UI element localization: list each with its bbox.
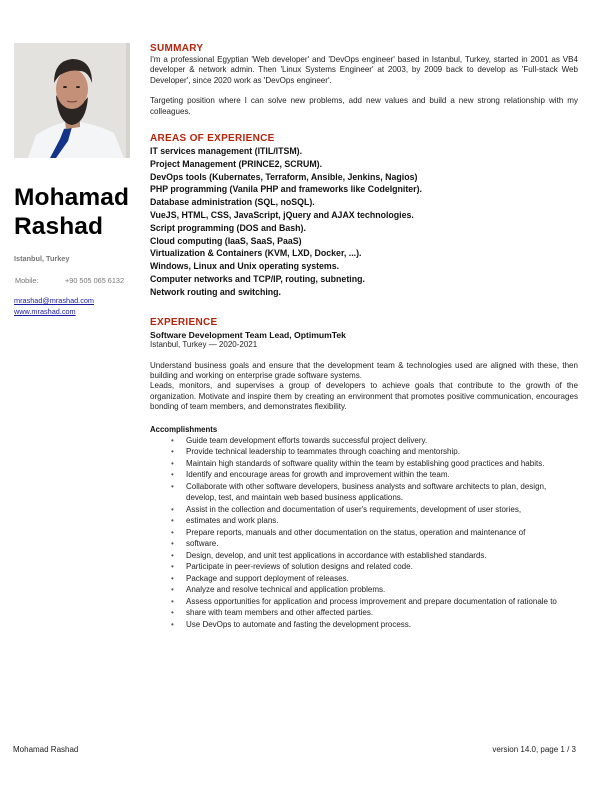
accomplishment-item: • share with team members and other affected parties. <box>150 607 578 619</box>
accomplishment-item: • Participate in peer-reviews of solution designs and related code. <box>150 561 578 573</box>
profile-photo <box>14 43 130 158</box>
contact-links <box>14 295 134 317</box>
accomplishment-item: • Guide team development efforts towards successful project delivery. <box>150 435 578 447</box>
summary-paragraph-2: Targeting position where I can solve new problems, add new values and build a new strong relationship with my colleagues. <box>150 96 578 116</box>
accomplishment-item: • Design, develop, and unit test applications in accordance with established standards. <box>150 550 578 562</box>
accomplishment-item: • Collaborate with other software developers, business analysts and software architects to plan, design, develop, test, and maintain web based business applications. <box>150 481 578 504</box>
job-description <box>150 361 578 413</box>
summary-heading: SUMMARY <box>150 43 204 54</box>
area-item: Network routing and switching. <box>150 286 281 297</box>
location: Istanbul, Turkey <box>14 254 70 263</box>
accomplishments-heading: Accomplishments <box>150 424 218 434</box>
job-entry <box>150 330 578 631</box>
mobile-label: Mobile: <box>15 276 39 285</box>
summary-paragraph-1: I'm a professional Egyptian 'Web developer' and 'DevOps engineer' based in Istanbul, Turkey, started in 2001 as VB4 developer & network admin. Then 'Linux Systems Engineer' at 2003, by 2009 back to develop as 'Full-stack Web Developer', since 2020 work as 'DevOps engineer'. <box>150 55 578 85</box>
accomplishment-item: • software. <box>150 538 578 550</box>
name-first: Mohamad <box>14 184 130 211</box>
area-item: Script programming (DOS and Bash). <box>150 222 306 233</box>
name-last: Rashad <box>14 213 104 240</box>
experience-section <box>150 317 578 631</box>
accomplishment-item: • Use DevOps to automate and fasting the development process. <box>150 619 578 631</box>
mobile-row <box>14 276 134 285</box>
page-footer <box>13 745 576 754</box>
accomplishment-item: • Maintain high standards of software quality within the team by establishing good practices and habits. <box>150 458 578 470</box>
candidate-name <box>14 183 134 241</box>
footer-page-info: version 14.0, page 1 / 3 <box>492 745 576 754</box>
accomplishment-item: • Analyze and resolve technical and application problems. <box>150 584 578 596</box>
area-item: Computer networks and TCP/IP, routing, subneting. <box>150 274 365 284</box>
job-title: Software Development Team Lead, OptimumTek <box>150 329 346 340</box>
area-item: VueJS, HTML, CSS, JavaScript, jQuery and AJAX technologies. <box>150 210 414 221</box>
job-meta: Istanbul, Turkey — 2020-2021 <box>150 339 258 349</box>
areas-section <box>150 133 578 299</box>
website-link[interactable]: www.mrashad.com <box>14 307 76 316</box>
profile-photo-illustration <box>14 43 130 158</box>
accomplishment-item: • estimates and work plans. <box>150 515 578 527</box>
job-description-1: Understand business goals and ensure that the development team & technologies used are aligned with these, then building and working on enterprise grade software systems. <box>150 360 578 380</box>
area-item: IT services management (ITIL/ITSM). <box>150 146 303 157</box>
area-item: DevOps tools (Kubernates, Terraform, Ansible, Jenkins, Nagios) <box>150 171 418 182</box>
job-description-2: Leads, monitors, and supervises a group of developers to achieve goals that contribute to the growth of the organization. Motivate and inspire them by creating an environment that promotes positive communication, encourages bonding of team members, and demonstrates flexibility. <box>150 381 578 412</box>
accomplishment-item: • Assist in the collection and documentation of user's requirements, development of user stories, <box>150 504 578 516</box>
sidebar <box>14 43 134 317</box>
areas-heading: AREAS OF EXPERIENCE <box>150 133 275 145</box>
accomplishment-item: • Identify and encourage areas for growth and improvement within the team. <box>150 469 578 481</box>
accomplishments-list <box>150 435 578 631</box>
accomplishment-item: • Package and support deployment of releases. <box>150 573 578 585</box>
email-link[interactable]: mrashad@mrashad.com <box>14 296 94 305</box>
area-item: Database administration (SQL, noSQL). <box>150 197 315 208</box>
experience-heading: EXPERIENCE <box>150 316 218 328</box>
accomplishment-item: • Provide technical leadership to teammates through coaching and mentorship. <box>150 446 578 458</box>
accomplishment-item: • Assess opportunities for application and process improvement and prepare documentation of rationale to <box>150 596 578 608</box>
summary-section <box>150 43 578 117</box>
area-item: Cloud computing (IaaS, SaaS, PaaS) <box>150 235 302 246</box>
area-item: Windows, Linux and Unix operating systems. <box>150 261 340 272</box>
accomplishment-item: • Prepare reports, manuals and other documentation on the status, operation and maintenance of <box>150 527 578 539</box>
areas-list <box>150 145 578 299</box>
mobile-value: +90 505 065 6132 <box>65 276 125 285</box>
area-item: Project Management (PRINCE2, SCRUM). <box>150 158 323 169</box>
main-content <box>150 43 578 630</box>
footer-author: Mohamad Rashad <box>13 745 79 754</box>
area-item: PHP programming (Vanila PHP and frameworks like CodeIgniter). <box>150 184 422 195</box>
area-item: Virtualization & Containers (KVM, LXD, Docker, ...). <box>150 248 362 259</box>
